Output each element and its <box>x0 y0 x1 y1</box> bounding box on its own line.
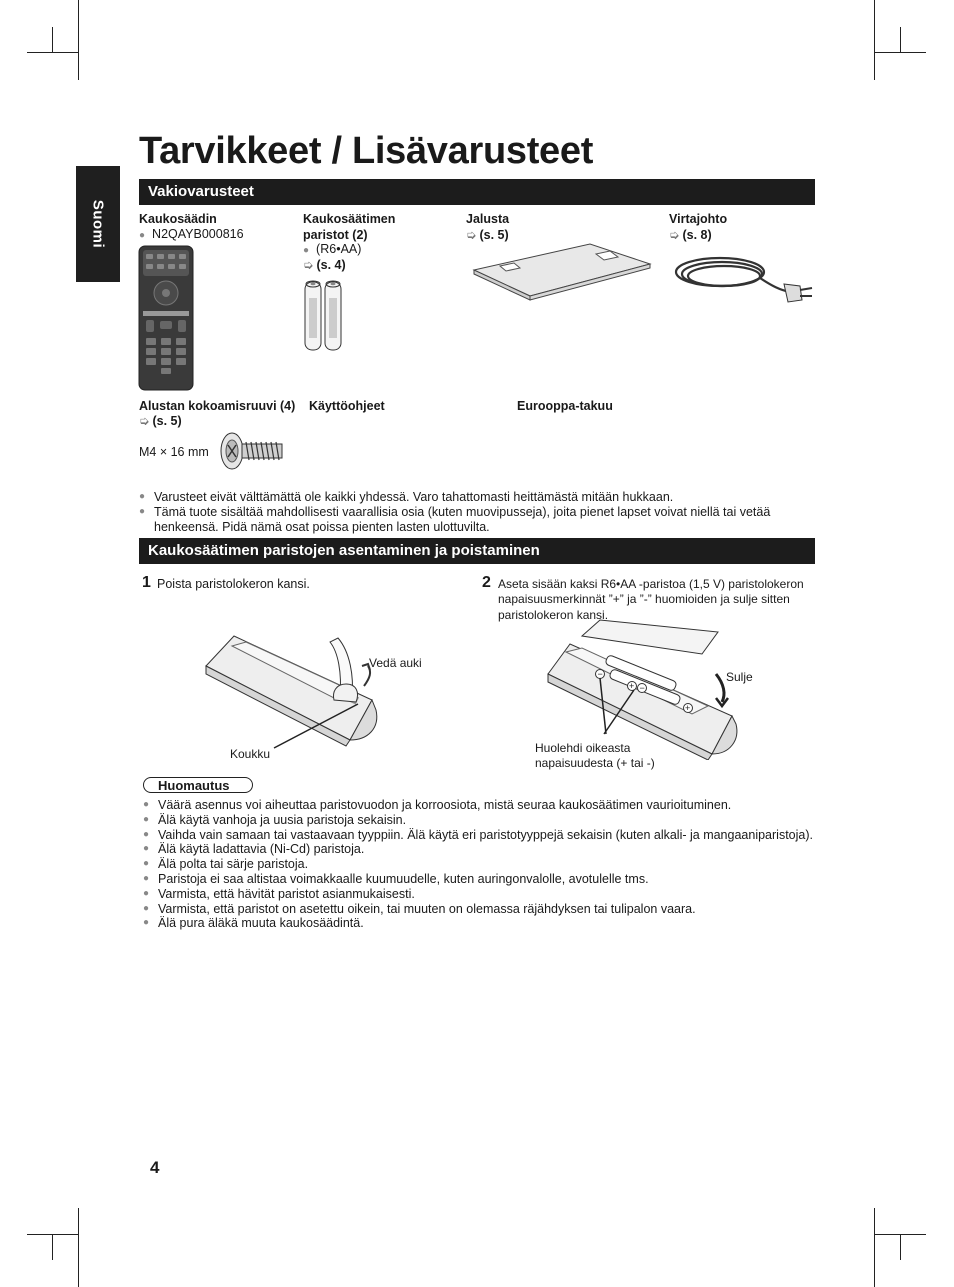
screw-size: M4 × 16 mm <box>139 445 209 459</box>
list-item: ● Vaihda vain samaan tai vastaavaan tyyppiin. Älä käytä eri paristotyyppejä sekaisin (kuten alkali- ja mangaaniparistoja). <box>143 828 815 843</box>
hook-label: Koukku <box>230 747 271 761</box>
page-title: Tarvikkeet / Lisävarusteet <box>139 130 594 172</box>
remote-label: Kaukosäädin <box>139 212 217 226</box>
step-2-number: 2 <box>482 574 491 591</box>
accessories-note-continuation: henkeensä. Pidä nämä osat poissa pienten lasten ulottuvilta. <box>154 519 490 534</box>
screw-ref: ➭ (s. 5) <box>139 414 182 428</box>
step-1-text: Poista paristolokeron kansi. <box>157 577 310 591</box>
note-list <box>143 798 815 931</box>
svg-text:−: − <box>597 669 603 679</box>
remote-control-illustration <box>138 245 194 391</box>
stand-label: Jalusta <box>466 212 510 226</box>
page-ref-arrow-icon: ➭ <box>139 414 150 428</box>
svg-text:−: − <box>639 683 645 693</box>
list-item: ● Väärä asennus voi aiheuttaa paristovuodon ja korroosiota, mistä seuraa kaukosäätimen vaurioituminen. <box>143 798 815 813</box>
stand-illustration <box>470 240 654 306</box>
close-label: Sulje <box>726 670 753 684</box>
pull-open-label: Vedä auki <box>369 656 422 670</box>
language-tab <box>76 166 120 282</box>
list-item: ● Varmista, että hävität paristot asianmukaisesti. <box>143 887 815 902</box>
stand-ref: ➭ (s. 5) <box>466 228 509 242</box>
page-ref-arrow-icon: ➭ <box>303 258 314 272</box>
accessories-notes <box>139 490 815 520</box>
page-ref-arrow-icon: ➭ <box>669 228 680 242</box>
step-2-text-line2: napaisuusmerkinnät ”+” ja ”-” huomioiden ja sulje sitten <box>498 592 790 606</box>
screw-label: Alustan kokoamisruuvi (4) <box>139 399 296 413</box>
batteries-label-line1: Kaukosäätimen <box>303 212 396 226</box>
polarity-label-line2: napaisuudesta (+ tai -) <box>535 756 655 770</box>
batteries-type: ● (R6•AA) <box>303 242 362 256</box>
power-cord-ref: ➭ (s. 8) <box>669 228 712 242</box>
section-header-batteries: Kaukosäätimen paristojen asentaminen ja poistaminen <box>139 538 815 564</box>
batteries-ref: ➭ (s. 4) <box>303 258 346 272</box>
language-tab-label: Suomi <box>89 199 107 249</box>
power-cord-illustration <box>672 246 814 312</box>
page-number: 4 <box>150 1158 160 1177</box>
polarity-label-line1: Huolehdi oikeasta <box>535 741 631 755</box>
list-item: ● Älä pura äläkä muuta kaukosäädintä. <box>143 916 815 931</box>
list-item: ● Älä käytä vanhoja ja uusia paristoja sekaisin. <box>143 813 815 828</box>
power-cord-label: Virtajohto <box>669 212 728 226</box>
note-label: Huomautus <box>143 777 253 793</box>
batteries-illustration <box>302 276 346 354</box>
batteries-label-line2: paristot (2) <box>303 228 368 242</box>
step-1-number: 1 <box>142 574 151 591</box>
section-header-accessories: Vakiovarusteet <box>139 179 815 205</box>
insert-batteries-illustration <box>542 614 742 760</box>
hook-pointer-line <box>270 700 362 752</box>
page-ref-arrow-icon: ➭ <box>466 228 477 242</box>
list-item: ● Paristoja ei saa altistaa voimakkaalle kuumuudelle, kuten auringonvalolle, avotulelle tms. <box>143 872 815 887</box>
svg-text:+: + <box>629 681 635 691</box>
manual-label: Käyttöohjeet <box>309 399 385 413</box>
remote-code: ● N2QAYB000816 <box>139 227 244 241</box>
list-item: ● Varusteet eivät välttämättä ole kaikki yhdessä. Varo tahattomasti heittämästä mitään hukkaan. <box>139 490 815 505</box>
list-item: ● Älä polta tai särje paristoja. <box>143 857 815 872</box>
svg-text:+: + <box>685 703 691 713</box>
step-2-text-line1: Aseta sisään kaksi R6•AA -paristoa (1,5 V) paristolokeron <box>498 577 804 591</box>
list-item: ● Tämä tuote sisältää mahdollisesti vaarallisia osia (kuten muovipusseja), joita pienet lapset voivat niellä tai vetää <box>139 505 815 520</box>
list-item: ● Varmista, että paristot on asetettu oikein, tai muuten on olemassa räjähdyksen tai tulipalon vaara. <box>143 902 815 917</box>
step-2-text-line3: paristolokeron kansi. <box>498 608 609 622</box>
list-item: ● Älä käytä ladattavia (Ni-Cd) paristoja. <box>143 842 815 857</box>
warranty-label: Eurooppa-takuu <box>517 399 613 413</box>
screw-illustration <box>218 430 286 472</box>
